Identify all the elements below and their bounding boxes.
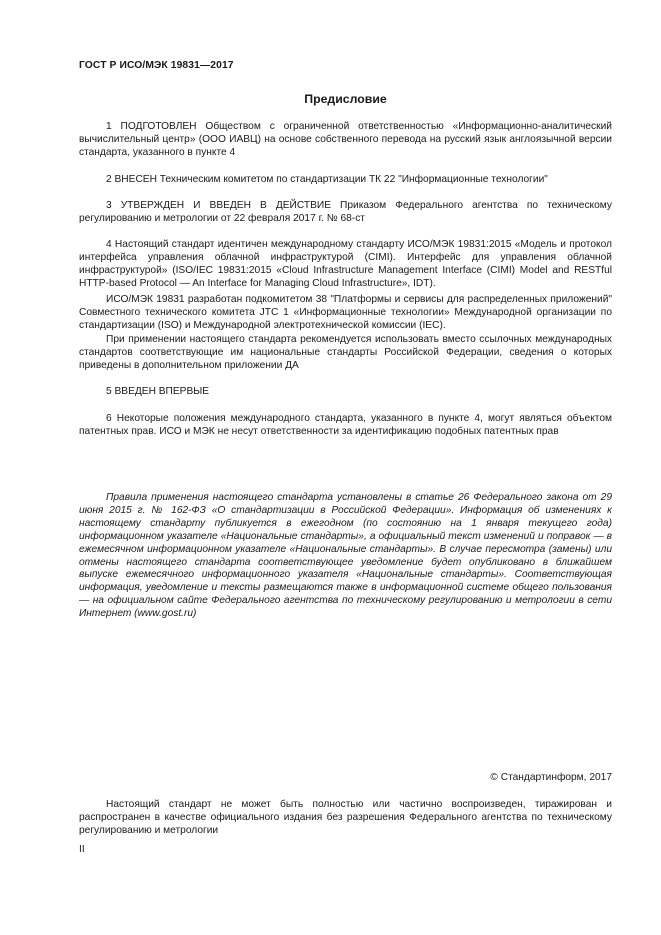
foreword-item-5: 5 ВВЕДЕН ВПЕРВЫЕ (106, 386, 210, 397)
page-number: II (79, 844, 85, 855)
foreword-item-3: 3 УТВЕРЖДЕН И ВВЕДЕН В ДЕЙСТВИЕ Приказом Федерального агентства по техническому регулированию и метрологии от 22 февраля 2017 г. № 68-ст (79, 200, 612, 224)
foreword-item-4-developer: ИСО/МЭК 19831 разработан подкомитетом 38 "Платформы и сервисы для распределенных приложений" Совместного технического комитета JTC 1 «Информационные технологии» Международной организации по стандартизации (ISO) и Международной электротехнической комиссии (IEC). (79, 294, 612, 331)
application-rules-notice: Правила применения настоящего стандарта установлены в статье 26 Федерального закона от 29 июня 2015 г. № 162-ФЗ «О стандартизации в Российской Федерации». Информация об изменениях к настоящему стандарту публикуется в ежегодном (по состоянию на 1 января текущего года) информационном указателе «Национальные стандарты», а официальный текст изменений и поправок — в ежемесячном информационном указателе «Национальные стандарты». В случае пересмотра (замены) или отмены настоящего стандарта соответствующее уведомление будет опубликовано в ближайшем выпуске ежемесячного информационного указателя «Национальные стандарты». Соответствующая информация, уведомление и тексты размещаются также в информационной системе общего пользования — на официальном сайте Федерального агентства по техническому регулированию и метрологии в сети Интернет (www.gost.ru) (79, 492, 612, 620)
foreword-item-2: 2 ВНЕСЕН Техническим комитетом по стандартизации ТК 22 "Информационные технологии" (106, 174, 548, 185)
foreword-item-6: 6 Некоторые положения международного стандарта, указанного в пункте 4, могут являться объектом патентных прав. ИСО и МЭК не несут ответственности за идентификацию подобных патентных прав (79, 413, 612, 437)
page-title: Предисловие (304, 92, 387, 106)
foreword-item-4: 4 Настоящий стандарт идентичен международному стандарту ИСО/МЭК 19831:2015 «Модель и протокол интерфейса управления облачной инфраструктурой (CIMI). Интерфейс для управления облачной инфраструктурой» (ISO/IEC 19831:2015 «Cloud Infrastructure Management Interface (CIMI) Model and RESTful HTTP-based Protocol — An Interface for Managing Cloud Infrastructure», IDT). (79, 239, 612, 289)
reproduction-notice: Настоящий стандарт не может быть полностью или частично воспроизведен, тиражирован и распространен в качестве официального издания без разрешения Федерального агентства по техническому регулированию и метрологии (79, 799, 612, 836)
copyright-line: © Стандартинформ, 2017 (490, 772, 612, 783)
foreword-item-1: 1 ПОДГОТОВЛЕН Обществом с ограниченной ответственностью «Информационно-аналитический вычислительный центр» (ООО ИАВЦ) на основе собственного перевода на русский язык англоязычной версии стандарта, указанного в пункте 4 (79, 121, 612, 158)
foreword-item-4-references: При применении настоящего стандарта рекомендуется использовать вместо ссылочных международных стандартов соответствующие им национальные стандарты Российской Федерации, сведения о которых приведены в дополнительном приложении ДА (79, 334, 612, 371)
standard-code-header: ГОСТ Р ИСО/МЭК 19831—2017 (79, 60, 234, 71)
